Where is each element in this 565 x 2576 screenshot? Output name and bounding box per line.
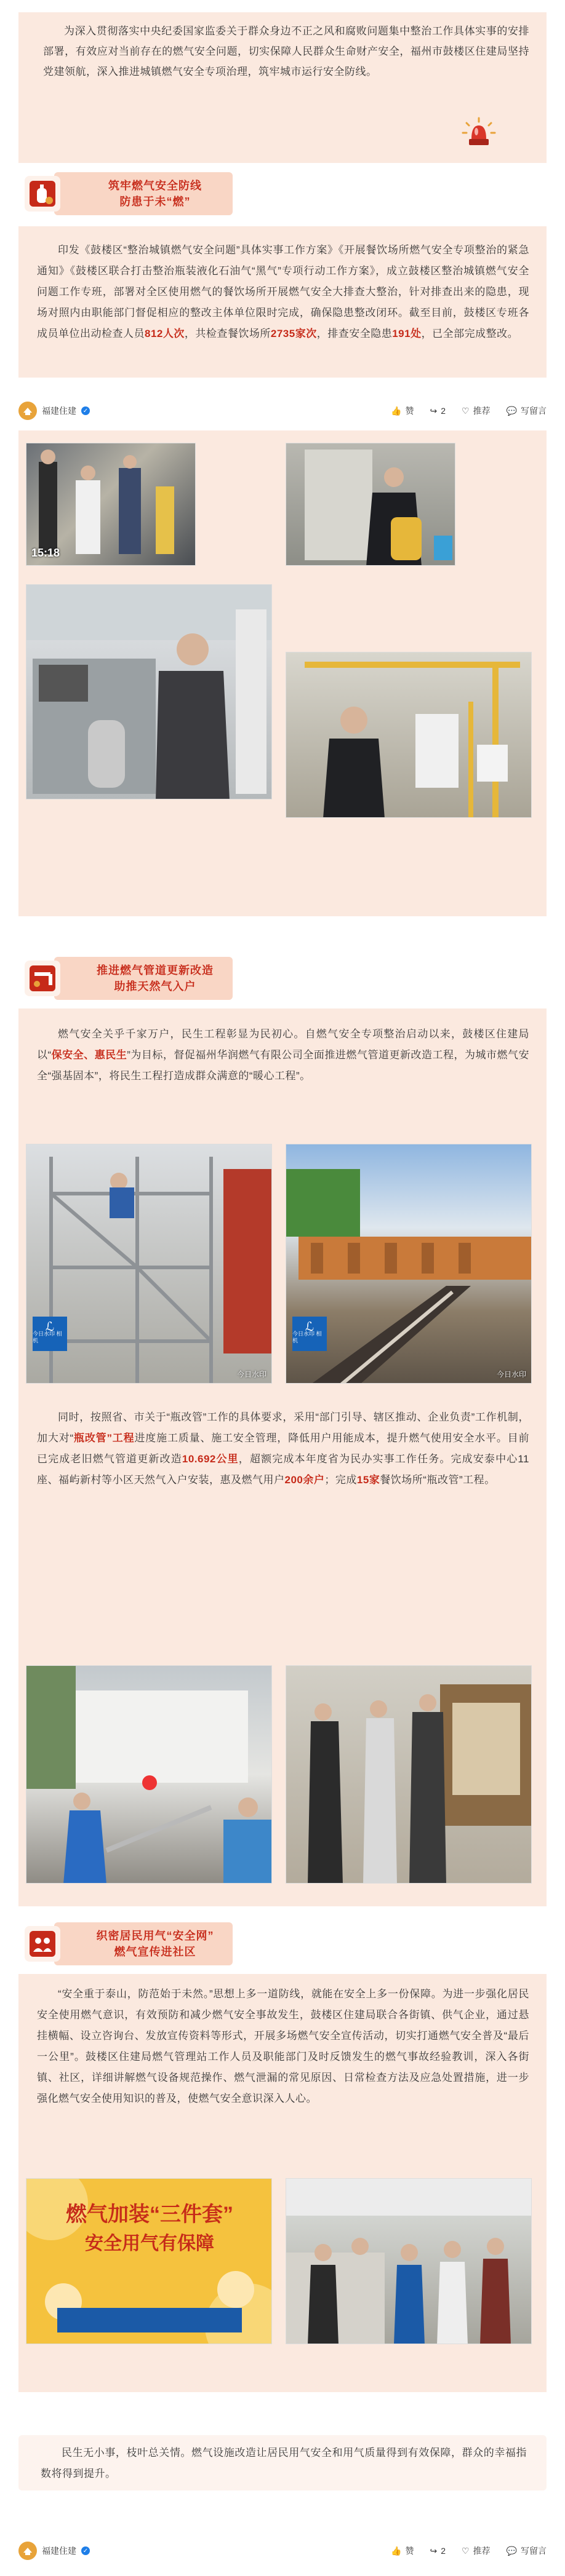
pipe-photo-3 <box>26 1665 272 1884</box>
section2-text-2: 同时，按照省、市关于“瓶改管”工作的具体要求，采用“部门引导、辖区推动、企业负责”工作机制，加大对“瓶改管”工程进度施工质量、施工安全管理，降低用户用能成本，提升燃气使用安全水平。目前已完成老旧燃气管道更新改造10.692公里，超额完成本年度省为民办实事工作任务。完成安泰中心11座、福屿新村等小区天然气入户安装，惠及燃气用户200余户；完成15家餐饮场所“瓶改管”工程。 <box>37 1411 530 1486</box>
hazard-count: 191处 <box>392 328 422 339</box>
watermark-badge: ℒ 今日水印 相机 <box>33 1317 67 1351</box>
section3-text: “安全重于泰山，防范始于未然。”思想上多一道防线，就能在安全上多一份保障。为进一步强化居民安全使用燃气意识，有效预防和减少燃气安全事故发生，鼓楼区住建局联合各街镇、供气企业，通过悬挂横幅、设立咨询台、发放宣传资料等形式，开展多场燃气安全宣传活动，切实打通燃气安全普及“最后一公里”。鼓楼区住建局燃气管理站工作人员及职能部门及时反馈发生的燃气事故经验教训，深入各街镇、社区，详细讲解燃气设备规范操作、燃气泄漏的常见原因、日常检查方法及应急处置措施，进一步强化燃气安全使用知识的普及，使燃气安全意识深入人心。 <box>37 1988 529 2104</box>
share-button[interactable]: ↪ 2 <box>430 405 446 416</box>
share-button-bottom[interactable]: ↪ 2 <box>430 2545 446 2556</box>
consultation-desk-photo <box>286 2178 532 2344</box>
section2-title <box>54 957 233 1000</box>
section1-text: 印发《鼓楼区“整治城镇燃气安全问题”具体实事工作方案》《开展餐饮场所燃气安全专项整治的紧急通知》《鼓楼区联合打击整治瓶装液化石油气“黑气”专项行动工作方案》，成立鼓楼区整治城镇燃气安全问题工作专班，部署对全区使用燃气的餐饮场所开展燃气安全大排查大整治，针对排查出来的隐患，现场对照内由职能部门督促相应的整改主体单位限时完成，确保隐患整改闭环。截至目前，鼓楼区专班各成员单位出动检查人员812人次，共检查餐饮场所2735家次，排查安全隐患191处，已全部完成整改。 <box>37 244 529 339</box>
account-info[interactable] <box>18 402 375 420</box>
pipe-photo-2 <box>286 1144 532 1384</box>
watermark-text: 今日水印 <box>236 1370 266 1379</box>
section2-header <box>25 952 233 1005</box>
comment-icon: 💬 <box>506 2545 517 2556</box>
intro-text: 为深入贯彻落实中央纪委国家监委关于群众身边不正之风和腐败问题集中整治工作具体实事的安排部署，有效应对当前存在的燃气安全问题，切实保障人民群众生命财产安全，福州市鼓楼区住建局坚持党建领航，深入推进城镇燃气安全专项治理，筑牢城市运行安全防线。 <box>43 25 529 77</box>
section3-title-line1: 织密居民用气“安全网” <box>96 1930 214 1942</box>
share-icon: ↪ <box>430 2545 438 2556</box>
heart-icon: ♡ <box>462 2545 470 2556</box>
poster-title-2: 安全用气有保障 <box>85 2233 214 2254</box>
inspection-photo-3 <box>26 584 272 799</box>
section1-title-line2: 防患于未“燃” <box>119 196 191 208</box>
section1-panel <box>18 226 547 378</box>
recommend-button-bottom[interactable]: ♡ 推荐 <box>462 2545 491 2556</box>
closing-text: 民生无小事，枝叶总关情。燃气设施改造让居民用气安全和用气质量得到有效保障，群众的幸福指数将得到提升。 <box>41 2447 527 2479</box>
inspector-count: 812人次 <box>145 328 185 339</box>
section3-title-line2: 燃气宣传进社区 <box>114 1946 196 1958</box>
account-logo-bottom <box>18 2542 37 2560</box>
section2-title-line1: 推进燃气管道更新改造 <box>97 964 214 977</box>
inspection-photo-4 <box>286 652 532 818</box>
watermark-badge-2: ℒ 今日水印 相机 <box>292 1317 327 1351</box>
gas-pipe-icon <box>25 961 60 996</box>
comment-button-bottom[interactable]: 💬 写留言 <box>506 2545 547 2556</box>
watermark-text-2: 今日水印 <box>496 1370 526 1379</box>
section1-title-line1: 筑牢燃气安全防线 <box>108 180 202 192</box>
like-button[interactable]: 👍 赞 <box>391 405 414 416</box>
pipe-length: 10.692公里 <box>182 1453 239 1465</box>
section2-text-1: 燃气安全关乎千家万户，民生工程彰显为民初心。自燃气安全专项整治启动以来，鼓楼区住建局以“保安全、惠民生”为目标，督促福州华润燃气有限公司全面推进燃气管道更新改造工程，为城市燃气安全“强基固本”，将民生工程打造成群众满意的“暖心工程”。 <box>37 1028 529 1082</box>
verified-icon: ✓ <box>81 406 90 415</box>
gas-cylinder-icon <box>25 176 60 212</box>
inspection-photo-2 <box>286 443 455 566</box>
share-icon: ↪ <box>430 405 438 416</box>
section3-header <box>25 1917 233 1970</box>
section2-title-line2: 助推天然气入户 <box>114 980 196 993</box>
thumbs-up-icon: 👍 <box>391 2545 402 2556</box>
account-name: 福建住建 <box>42 406 76 416</box>
like-button-bottom[interactable]: 👍 赞 <box>391 2545 414 2556</box>
pipe-photo-1 <box>26 1144 272 1384</box>
intro-panel <box>18 12 547 163</box>
project-highlight: 瓶改管”工程 <box>73 1432 135 1444</box>
article-toolbar-bottom <box>18 2536 547 2566</box>
recommend-button[interactable]: ♡ 推荐 <box>462 405 491 416</box>
thumbs-up-icon: 👍 <box>391 405 402 416</box>
pipe-photo-4 <box>286 1665 532 1884</box>
article-toolbar-top <box>18 396 547 426</box>
closing-panel <box>18 2435 547 2491</box>
restaurant-count: 15家 <box>356 1474 380 1486</box>
inspection-photo-1 <box>26 443 196 566</box>
section3-title <box>54 1922 233 1965</box>
photo-timestamp: 15:18 <box>31 547 60 559</box>
poster-title-1: 燃气加装“三件套” <box>66 2203 233 2226</box>
venue-count: 2735家次 <box>270 328 317 339</box>
account-info-bottom[interactable] <box>18 2542 375 2560</box>
community-icon <box>25 1926 60 1962</box>
verified-icon-bottom: ✓ <box>81 2546 90 2555</box>
account-logo <box>18 402 37 420</box>
account-name-bottom: 福建住建 <box>42 2546 76 2556</box>
heart-icon: ♡ <box>462 405 470 416</box>
comment-icon: 💬 <box>506 405 517 416</box>
section1-title <box>54 172 233 215</box>
campaign-poster-photo <box>26 2178 272 2344</box>
comment-button[interactable]: 💬 写留言 <box>506 405 547 416</box>
section1-header <box>25 167 233 220</box>
goal-highlight: 保安全、惠民生 <box>51 1049 127 1061</box>
alarm-light-icon <box>460 116 497 151</box>
household-count: 200余户 <box>284 1474 325 1486</box>
